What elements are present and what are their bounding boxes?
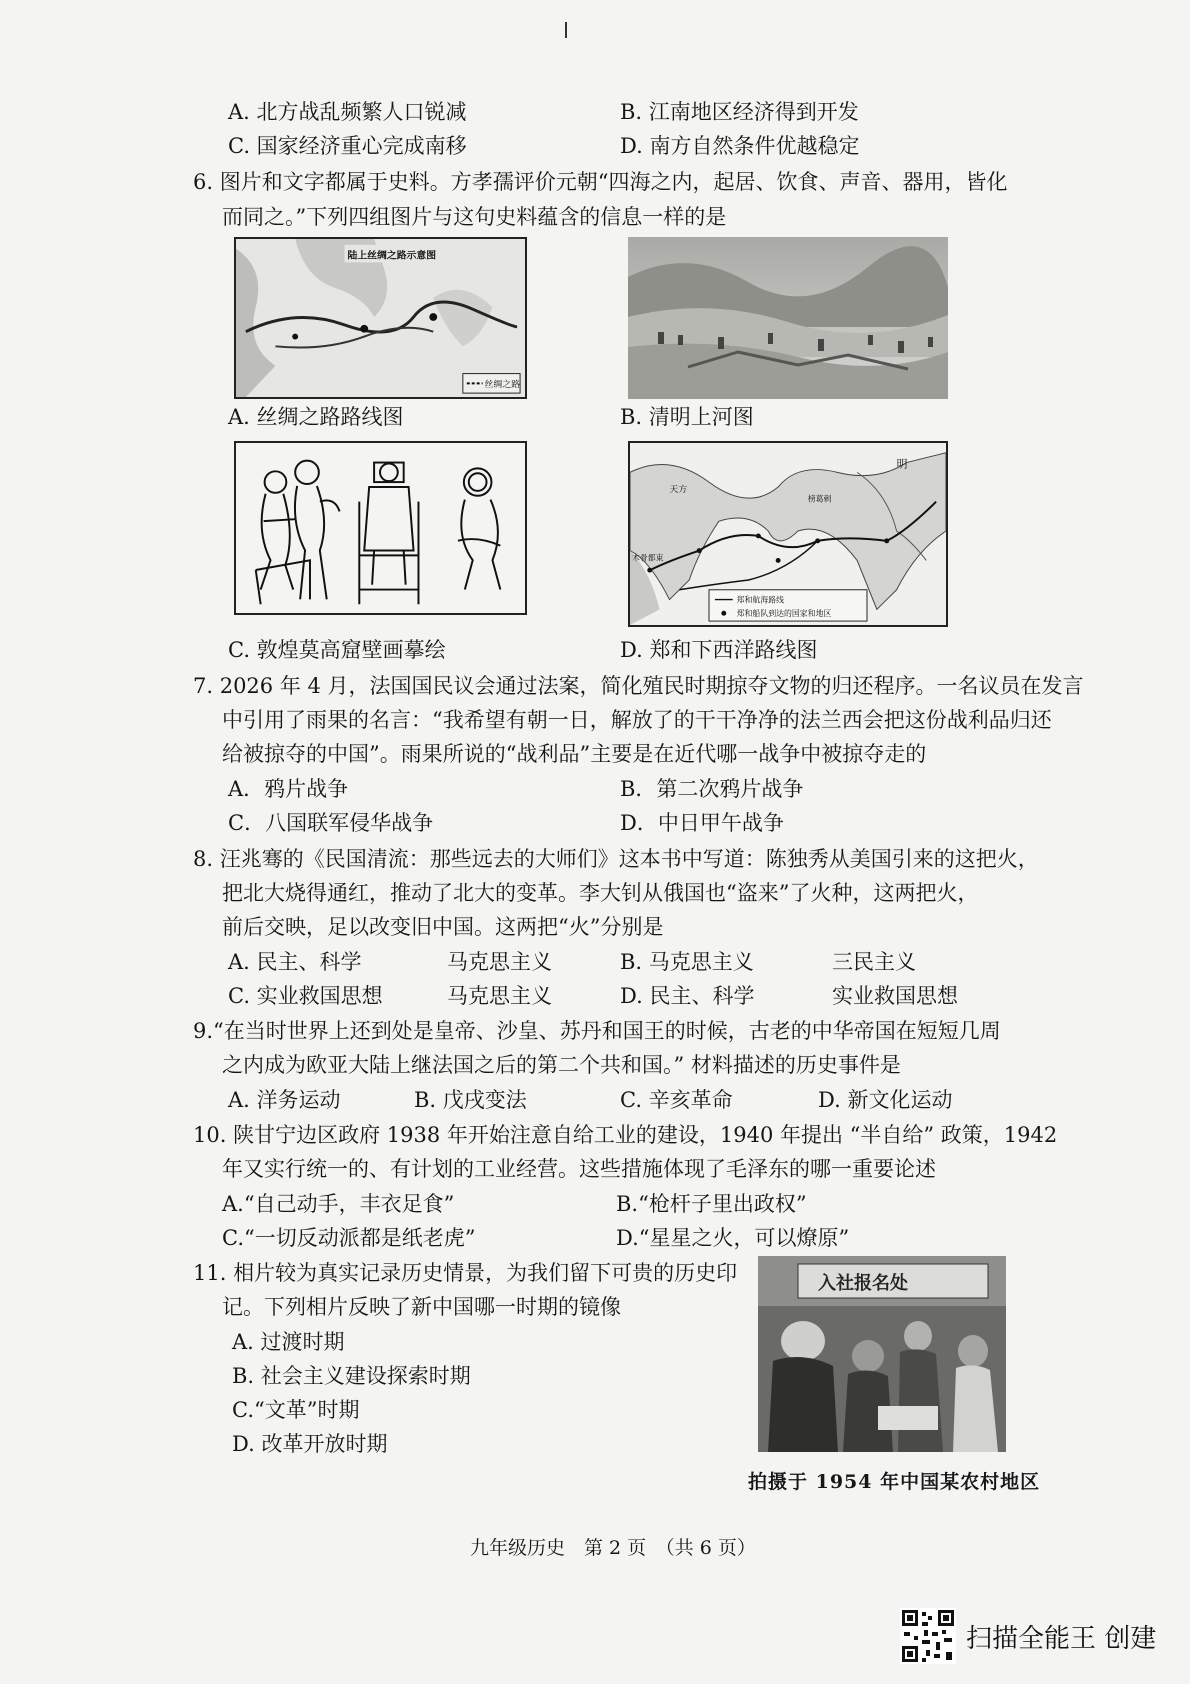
zheng-he-map-label-tianfang: 天方	[669, 484, 688, 495]
q10-option-c: C.“一切反动派都是纸老虎”	[222, 1226, 476, 1250]
q9-stem-line1: 9.“在当时世界上还到处是皇帝、沙皇、苏丹和国王的时候，古老的中华帝国在短短几周	[193, 1019, 1001, 1043]
photo-caption: 拍摄于 1954 年中国某农村地区	[748, 1471, 1041, 1493]
zheng-he-map-label-bengal: 榜葛剌	[807, 494, 832, 504]
q8-stem-line1: 8. 汪兆骞的《民国清流：那些远去的大师们》这本书中写道：陈独秀从美国引来的这把火，	[193, 847, 1039, 871]
q7-option-a: A．鸦片战争	[228, 777, 349, 801]
qingming-painting-image	[628, 237, 948, 399]
photo-sign-text: 入社报名处	[818, 1273, 908, 1294]
q5-option-b: B. 江南地区经济得到开发	[620, 100, 859, 124]
q7-option-c: C．八国联军侵华战争	[228, 811, 434, 835]
q7-stem-line3: 给被掠夺的中国”。雨果所说的“战利品”主要是在近代哪一战争中被掠夺走的	[222, 742, 927, 766]
q8-stem-line3: 前后交映，足以改变旧中国。这两把“火”分别是	[222, 915, 664, 939]
q10-option-b: B.“枪杆子里出政权”	[616, 1192, 807, 1216]
dunhuang-mural-image	[234, 441, 527, 615]
q8-option-d-part1: D. 民主、科学	[620, 984, 755, 1008]
q7-stem-line2: 中引用了雨果的名言：“我希望有朝一日，解放了的干干净净的法兰西会把这份战利品归还	[222, 708, 1052, 732]
q8-option-a-part2: 马克思主义	[447, 950, 552, 974]
cooperative-registration-photo	[758, 1256, 1006, 1452]
q7-option-b: B．第二次鸦片战争	[620, 777, 804, 801]
silk-road-map-title: 陆上丝绸之路示意图	[347, 250, 437, 262]
q9-option-d: D. 新文化运动	[818, 1088, 953, 1112]
zheng-he-legend-route: 郑和航海路线	[736, 595, 785, 605]
q8-option-c-part2: 马克思主义	[447, 984, 552, 1008]
qr-code-icon	[900, 1608, 956, 1664]
scanner-watermark: 扫描全能王 创建	[966, 1624, 1157, 1654]
q10-stem-line2: 年又实行统一的、有计划的工业经营。这些措施体现了毛泽东的哪一重要论述	[222, 1157, 936, 1181]
q9-stem-line2: 之内成为欧亚大陆上继法国之后的第二个共和国。” 材料描述的历史事件是	[222, 1053, 901, 1077]
q8-stem-line2: 把北大烧得通红，推动了北大的变革。李大钊从俄国也“盗来”了火种，这两把火，	[222, 881, 979, 905]
page-footer: 九年级历史 第 2 页 （共 6 页）	[470, 1537, 756, 1559]
q10-stem-line1: 10. 陕甘宁边区政府 1938 年开始注意自给工业的建设，1940 年提出 “半自给” 政策，1942	[193, 1123, 1058, 1147]
q7-option-d: D．中日甲午战争	[620, 811, 784, 835]
q11-option-a: A. 过渡时期	[232, 1330, 345, 1354]
q9-option-a: A. 洋务运动	[228, 1088, 341, 1112]
q6-stem-line2: 而同之。”下列四组图片与这句史料蕴含的信息一样的是	[222, 205, 727, 229]
q11-option-d: D. 改革开放时期	[232, 1432, 388, 1456]
zheng-he-legend-places: 郑和船队到达的国家和地区	[736, 609, 832, 619]
q8-option-b-part1: B. 马克思主义	[620, 950, 754, 974]
q11-stem-line2: 记。下列相片反映了新中国哪一时期的镜像	[222, 1295, 621, 1319]
q9-option-c: C. 辛亥革命	[620, 1088, 733, 1112]
zheng-he-map-label-ming: 明	[896, 457, 908, 471]
q10-option-a: A.“自己动手，丰衣足食”	[222, 1192, 455, 1216]
silk-road-legend: 丝绸之路	[484, 380, 521, 391]
q6-caption-a: A. 丝绸之路路线图	[228, 405, 404, 429]
q5-option-d: D. 南方自然条件优越稳定	[620, 134, 860, 158]
q5-option-a: A. 北方战乱频繁人口锐减	[228, 100, 467, 124]
q7-stem-line1: 7. 2026 年 4 月，法国国民议会通过法案，简化殖民时期掠夺文物的归还程序。一名议员在发言	[193, 674, 1084, 698]
q11-option-c: C.“文革”时期	[232, 1398, 360, 1422]
q6-caption-c: C. 敦煌莫高窟壁画摹绘	[228, 638, 446, 662]
q10-option-d: D.“星星之火，可以燎原”	[616, 1226, 850, 1250]
zheng-he-map-label-mogadishu: 木骨都束	[631, 553, 664, 563]
zheng-he-voyage-map-image	[628, 441, 948, 627]
q6-caption-b: B. 清明上河图	[620, 405, 754, 429]
q6-caption-d: D. 郑和下西洋路线图	[620, 638, 818, 662]
q6-stem-line1: 6. 图片和文字都属于史料。方孝孺评价元朝“四海之内，起居、饮食、声音、器用，皆化	[193, 170, 1008, 194]
q5-option-c: C. 国家经济重心完成南移	[228, 134, 467, 158]
q11-stem-line1: 11. 相片较为真实记录历史情景，为我们留下可贵的历史印	[193, 1261, 738, 1285]
q8-option-c-part1: C. 实业救国思想	[228, 984, 383, 1008]
q8-option-b-part2: 三民主义	[832, 950, 916, 974]
q8-option-d-part2: 实业救国思想	[832, 984, 958, 1008]
q9-option-b: B. 戊戌变法	[414, 1088, 527, 1112]
scan-mark	[565, 22, 567, 38]
q8-option-a-part1: A. 民主、科学	[228, 950, 362, 974]
q11-option-b: B. 社会主义建设探索时期	[232, 1364, 471, 1388]
silk-road-map-image	[234, 237, 527, 399]
